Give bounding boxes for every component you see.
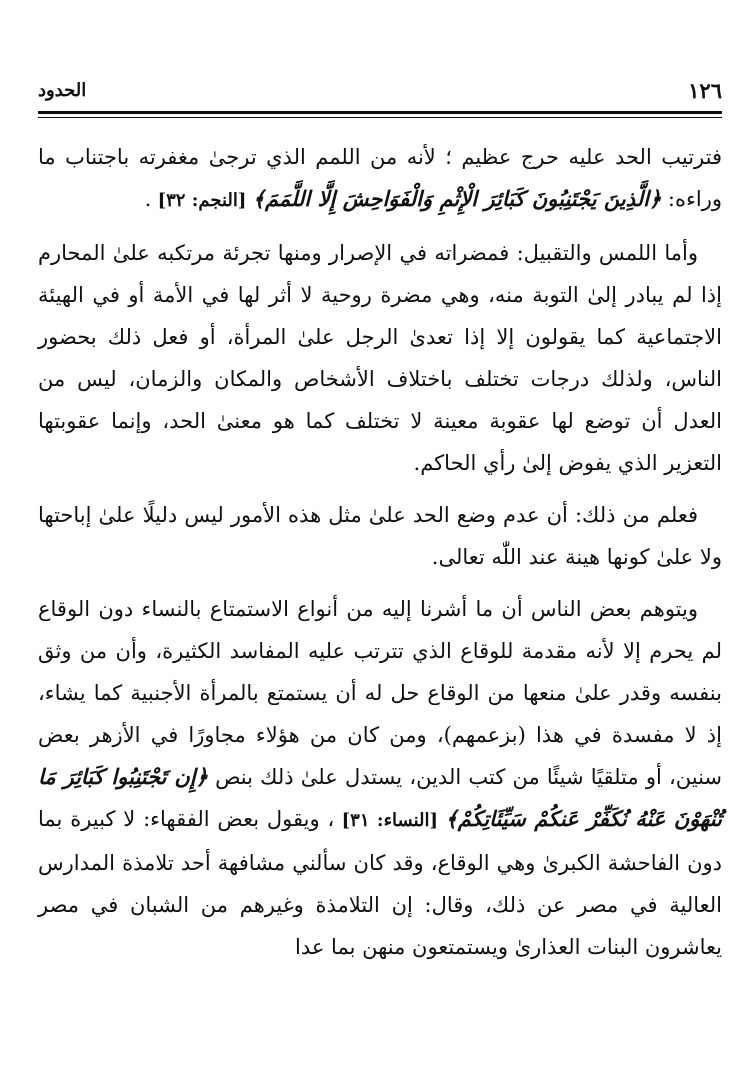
paragraph-2	[38, 232, 722, 484]
paragraph-text: .	[144, 187, 152, 211]
header-rule-thick	[38, 111, 722, 114]
paragraph-3	[38, 494, 722, 578]
verse-reference: [النساء: ٣١]	[334, 810, 446, 831]
verse-reference: [النجم: ٣٢]	[151, 190, 253, 211]
paragraph-text: ، ويقول بعض الفقهاء: لا كبيرة بما دون الفاحشة الكبرىٰ وهي الوقاع، وقد كان سألني مشافهة أحد تلامذة المدارس العالية في مصر عن ذلك، وقال: إن التلامذة وغيرهم من الشبان في مصر يعاشرون البنات العذارىٰ ويستمتعون منهن بما عدا	[38, 807, 722, 959]
paragraph-text: فترتيب الحد عليه حرج عظيم ؛ لأنه من اللمم الذي ترجىٰ مغفرته باجتناب ما وراءه:	[38, 145, 722, 211]
page-number: ١٢٦	[688, 78, 722, 103]
paragraph-1	[38, 136, 722, 222]
quran-verse: ﴿الَّذِينَ يَجْتَنِبُونَ كَبَائِرَ الْإِثْمِ وَالْفَوَاحِشَ إِلَّا اللَّمَمَ﴾	[252, 186, 662, 211]
book-page	[20, 68, 722, 1078]
quran-verse: ﴿إِن تَجْتَنِبُوا كَبَائِرَ مَا تُنْهَوْنَ عَنْهُ نُكَفِّرْ عَنكُمْ سَيِّئَاتِكُمْ﴾	[38, 764, 722, 831]
paragraph-4	[38, 588, 722, 968]
page-header	[20, 68, 722, 104]
header-rule-thin	[38, 117, 722, 118]
paragraph-text: فعلم من ذلك: أن عدم وضع الحد علىٰ مثل هذه الأمور ليس دليلًا علىٰ إباحتها ولا علىٰ كونها هينة عند اللّٰه تعالى.	[38, 503, 722, 569]
paragraph-text: وأما اللمس والتقبيل: فمضراته في الإصرار ومنها تجرئة مرتكبه علىٰ المحارم إذا لم يبادر إلىٰ التوبة منه، وهي مضرة روحية لا أثر لها في الأمة أو في الهيئة الاجتماعية كما يقولون إلا إذا تعدىٰ الرجل علىٰ المرأة، أو فعل ذلك بحضور الناس، ولذلك درجات تختلف باختلاف الأشخاص والمكان والزمان، ليس من العدل أن توضع لها عقوبة معينة لا تختلف كما هو معنىٰ الحد، وإنما عقوبتها التعزير الذي يفوض إلىٰ رأي الحاكم.	[38, 241, 722, 475]
paragraph-text: ويتوهم بعض الناس أن ما أشرنا إليه من أنواع الاستمتاع بالنساء دون الوقاع لم يحرم إلا لأنه مقدمة للوقاع الذي تترتب عليه المفاسد الكثيرة، وأن من وثق بنفسه وقدر علىٰ منعها من الوقاع حل له أن يستمتع بالمرأة الأجنبية كما يشاء، إذ لا مفسدة في هذا (بزعمهم)، ومن كان من هؤلاء مجاورًا في الأزهر بعض سنين، أو متلقيًا شيئًا من كتب الدين، يستدل علىٰ ذلك بنص	[38, 597, 722, 789]
running-title: الحدود	[38, 80, 87, 101]
page-body	[38, 136, 722, 978]
